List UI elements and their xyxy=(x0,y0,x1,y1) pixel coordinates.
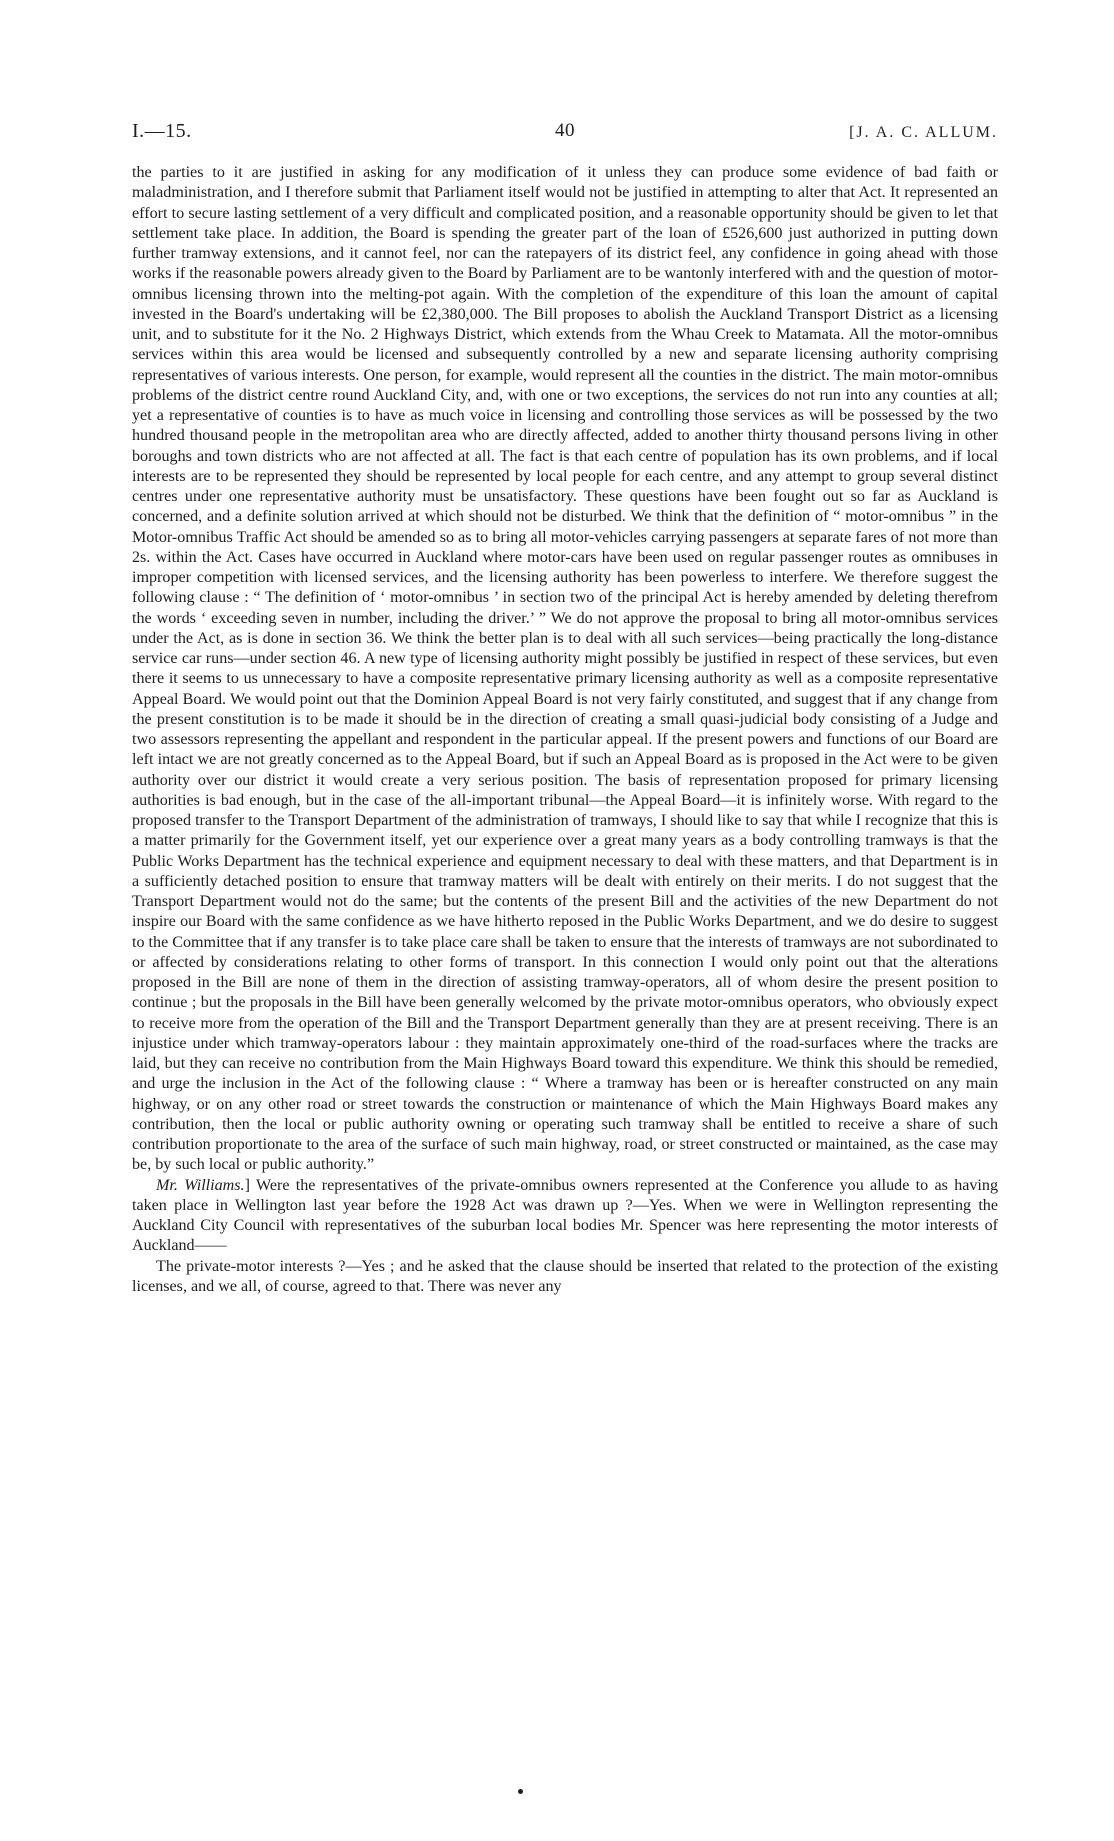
speaker-name: Mr. Williams. xyxy=(156,1176,245,1194)
paragraph-2-text: ] Were the representatives of the private-omnibus owners represented at the Conference you allude to as having taken place in Wellington last year before the 1928 Act was drawn up ?—Yes. When we were in Wellington representing the Auckland City Council with representatives of the suburban local bodies Mr. Spencer was here representing the motor interests of Auckland—— xyxy=(132,1176,999,1255)
body-text xyxy=(132,163,998,1297)
page-mark xyxy=(518,1789,523,1794)
paragraph-1 xyxy=(132,163,998,1176)
page-header xyxy=(132,120,998,143)
report-series: I.—15. xyxy=(132,120,192,142)
document-page xyxy=(132,120,998,1297)
paragraph-1-text: the parties to it are justified in asking for any modification of it unless they can produce some evidence of bad faith or maladministration, and I therefore submit that Parliament itself would not be justified in attempting to alter that Act. It represented an effort to secure lasting settlement of a very difficult and complicated position, and a reasonable opportunity should be given to let that settlement take place. In addition, the Board is spending the greater part of the loan of £526,600 just authorized in putting down further tramway extensions, and it cannot feel, nor can the ratepayers of its district feel, any confidence in going ahead with those works if the reasonable powers already given to the Board by Parliament are to be wantonly interfered with and the question of motor-omnibus licensing thrown into the melting-pot again. With the completion of the expenditure of this loan the amount of capital invested in the Board's undertaking will be £2,380,000. The Bill proposes to abolish the Auckland Transport District as a licensing unit, and to substitute for it the No. 2 Highways District, which extends from the Whau Creek to Matamata. All the motor-omnibus services within this area would be licensed and subsequently controlled by a new and separate licensing authority comprising representatives of various interests. One person, for example, would represent all the counties in the district. The main motor-omnibus problems of the district centre round Auckland City, and, with one or two exceptions, the services do not run into any counties at all; yet a representative of counties is to have as much voice in licensing and controlling those services as will be possessed by the two hundred thousand people in the metropolitan area who are directly affected, added to another thirty thousand persons living in other boroughs and town districts who are not affected at all. The fact is that each centre of population has its own problems, and if local interests are to be represented they should be represented by local people for each centre, and any attempt to group several distinct centres under one representative authority must be unsatisfactory. These questions have been fought out so far as Auckland is concerned, and a definite solution arrived at which should not be disturbed. We think that the definition of “ motor-omnibus ” in the Motor-omnibus Traffic Act should be amended so as to bring all motor-vehicles carrying passengers at separate fares of not more than 2s. within the Act. Cases have occurred in Auckland where motor-cars have been used on regular passenger routes as omnibuses in improper competition with licensed services, and the licensing authority has been powerless to interfere. We therefore suggest the following clause : “ The definition of ‘ motor-omnibus ’ in section two of the principal Act is hereby amended by deleting therefrom the words ‘ exceeding seven in number, including the driver.’ ” We do not approve the proposal to bring all motor-omnibus services under the Act, as is done in section 36. We think the better plan is to deal with all such services—being practically the long-distance service car runs—under section 46. A new type of licensing authority might possibly be justified in respect of these services, but even there it seems to us unnecessary to have a composite representative primary licensing authority as well as a composite representative Appeal Board. We would point out that the Dominion Appeal Board is not very fairly constituted, and suggest that if any change from the present constitution is to be made it should be in the direction of creating a small quasi-judicial body consisting of a Judge and two assessors representing the appellant and respondent in the particular appeal. If the present powers and functions of our Board are left intact we are not greatly concerned as to the Appeal Board, but if such an Appeal Board as is proposed in the Act were to be given authority over our district it would create a very serious position. The basis of representation proposed for primary licensing authorities is bad enough, but in the case of the all-important tribunal—the Appeal Board—it is infinitely worse. With regard to the proposed transfer to the Transport Department of the administration of tramways, I should like to say that while I recognize that this is a matter primarily for the Government itself, yet our experience over a great many years as a body controlling tramways is that the Public Works Department has the technical experience and equipment necessary to deal with these matters, and that Department is in a sufficiently detached position to ensure that tramway matters will be dealt with entirely on their merits. I do not suggest that the Transport Department would not do the same; but the contents of the present Bill and the activities of the new Department do not inspire our Board with the same confidence as we have hitherto reposed in the Public Works Department, and we do desire to suggest to the Committee that if any transfer is to take place care shall be taken to ensure that the interests of tramways are not subordinated to or affected by considerations relating to other forms of transport. In this connection I would only point out that the alterations proposed in the Bill are none of them in the direction of assisting tramway-operators, all of whom desire the present position to continue ; but the proposals in the Bill have been generally welcomed by the private motor-omnibus operators, who obviously expect to receive more from the operation of the Bill and the Transport Department generally than they are at present receiving. There is an injustice under which tramway-operators labour : they maintain approximately one-third of the road-surfaces where the tracks are laid, but they can receive no contribution from the Main Highways Board toward this expenditure. We think this should be remedied, and urge the inclusion in the Act of the following clause : “ Where a tramway has been or is hereafter constructed on any main highway, or on any other road or street towards the construction or maintenance of which the Main Highways Board makes any contribution, then the local or public authority owning or operating such tramway shall be entitled to receive a share of such contribution proportionate to the area of the surface of such main highway, road, or street constructed or maintained, as the case may be, by such local or public authority.” xyxy=(132,164,998,1174)
paragraph-2 xyxy=(132,1176,998,1257)
page-number: 40 xyxy=(555,120,575,141)
paragraph-3 xyxy=(132,1257,998,1298)
paragraph-3-text: The private-motor interests ?—Yes ; and he asked that the clause should be inserted that related to the protection of the existing licenses, and we all, of course, agreed to that. There was never any xyxy=(132,1257,998,1295)
witness-name: [J. A. C. ALLUM. xyxy=(849,124,998,141)
